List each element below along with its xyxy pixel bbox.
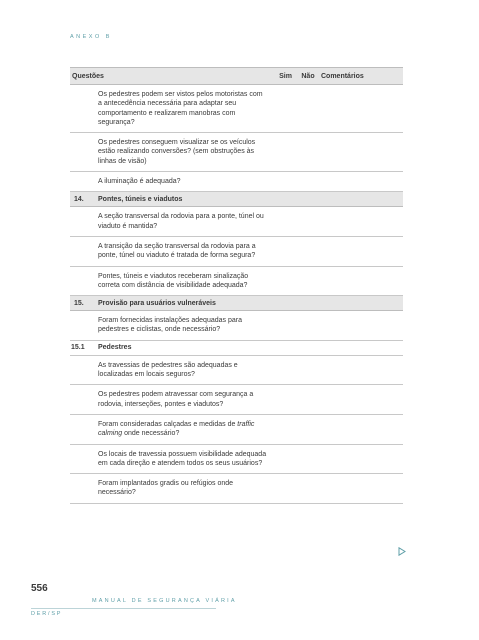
column-comments: Comentários xyxy=(321,72,364,80)
section-number: 15. xyxy=(74,299,84,307)
section-row-15 xyxy=(70,296,403,311)
question-text: Pontes, túneis e viadutos receberam sinalização correta com distância de visibilidade adequada? xyxy=(98,272,249,289)
question-text: A iluminação é adequada? xyxy=(98,178,181,186)
question-text: A transição da seção transversal da rodovia para a ponte, túnel ou viaduto é tratada de forma segura? xyxy=(98,242,256,260)
subsection-row-15-1 xyxy=(70,341,403,356)
question-row xyxy=(70,385,403,415)
question-text: Os pedestres podem ser vistos pelos motoristas com a antecedência necessária para adaptar seu comportamento e realizarem manobras com segurança? xyxy=(98,91,263,126)
question-row xyxy=(70,445,403,475)
question-text: A seção transversal da rodovia para a ponte, túnel ou viaduto é mantida? xyxy=(98,213,264,230)
table-header xyxy=(70,67,403,85)
question-row xyxy=(70,85,403,133)
subsection-title: Pedestres xyxy=(98,344,132,352)
question-text: Foram implantados gradis ou refúgios onde necessário? xyxy=(98,480,234,497)
footer-divider xyxy=(31,608,216,609)
question-row xyxy=(70,133,403,172)
question-text: Os locais de travessia possuem visibilidade adequada em cada direção e atendem todos os seus usuários? xyxy=(98,450,267,467)
question-text: Os pedestres conseguem visualizar se os veículos estão realizando conversões? (sem obstruções às linhas de visão) xyxy=(98,139,256,165)
page-number: 556 xyxy=(31,583,48,594)
annex-label: ANEXO B xyxy=(70,34,112,40)
question-row xyxy=(70,474,403,504)
question-row xyxy=(70,415,403,445)
section-row-14 xyxy=(70,192,403,207)
subsection-number: 15.1 xyxy=(71,344,85,352)
question-row xyxy=(70,172,403,192)
column-no: Não xyxy=(301,72,315,80)
question-row xyxy=(70,267,403,297)
question-row xyxy=(70,356,403,386)
column-questions: Questões xyxy=(72,72,104,80)
organization-label: DER/SP xyxy=(31,611,63,617)
question-text xyxy=(98,415,268,444)
section-title: Provisão para usuários vulneráveis xyxy=(98,299,216,307)
question-text: Foram fornecidas instalações adequadas para pedestres e ciclistas, onde necessário? xyxy=(98,317,242,334)
section-number: 14. xyxy=(74,195,84,203)
question-text-part: Foram consideradas calçadas e medidas de xyxy=(98,420,238,428)
question-row xyxy=(70,311,403,341)
section-title: Pontes, túneis e viadutos xyxy=(98,195,183,203)
question-text-italic: traffic calming xyxy=(98,420,255,438)
question-text: Os pedestres podem atravessar com segurança a rodovia, interseções, pontes e viadutos? xyxy=(98,391,254,408)
question-row xyxy=(70,207,403,237)
manual-title: MANUAL DE SEGURANÇA VIÁRIA xyxy=(92,598,237,604)
question-text-part: onde necessário? xyxy=(122,430,180,438)
column-yes: Sim xyxy=(279,72,292,80)
question-text: As travessias de pedestres são adequadas e localizadas em locais seguros? xyxy=(98,361,238,379)
checklist-table xyxy=(70,67,403,504)
next-page-arrow-icon[interactable] xyxy=(398,543,406,561)
question-row xyxy=(70,237,403,267)
